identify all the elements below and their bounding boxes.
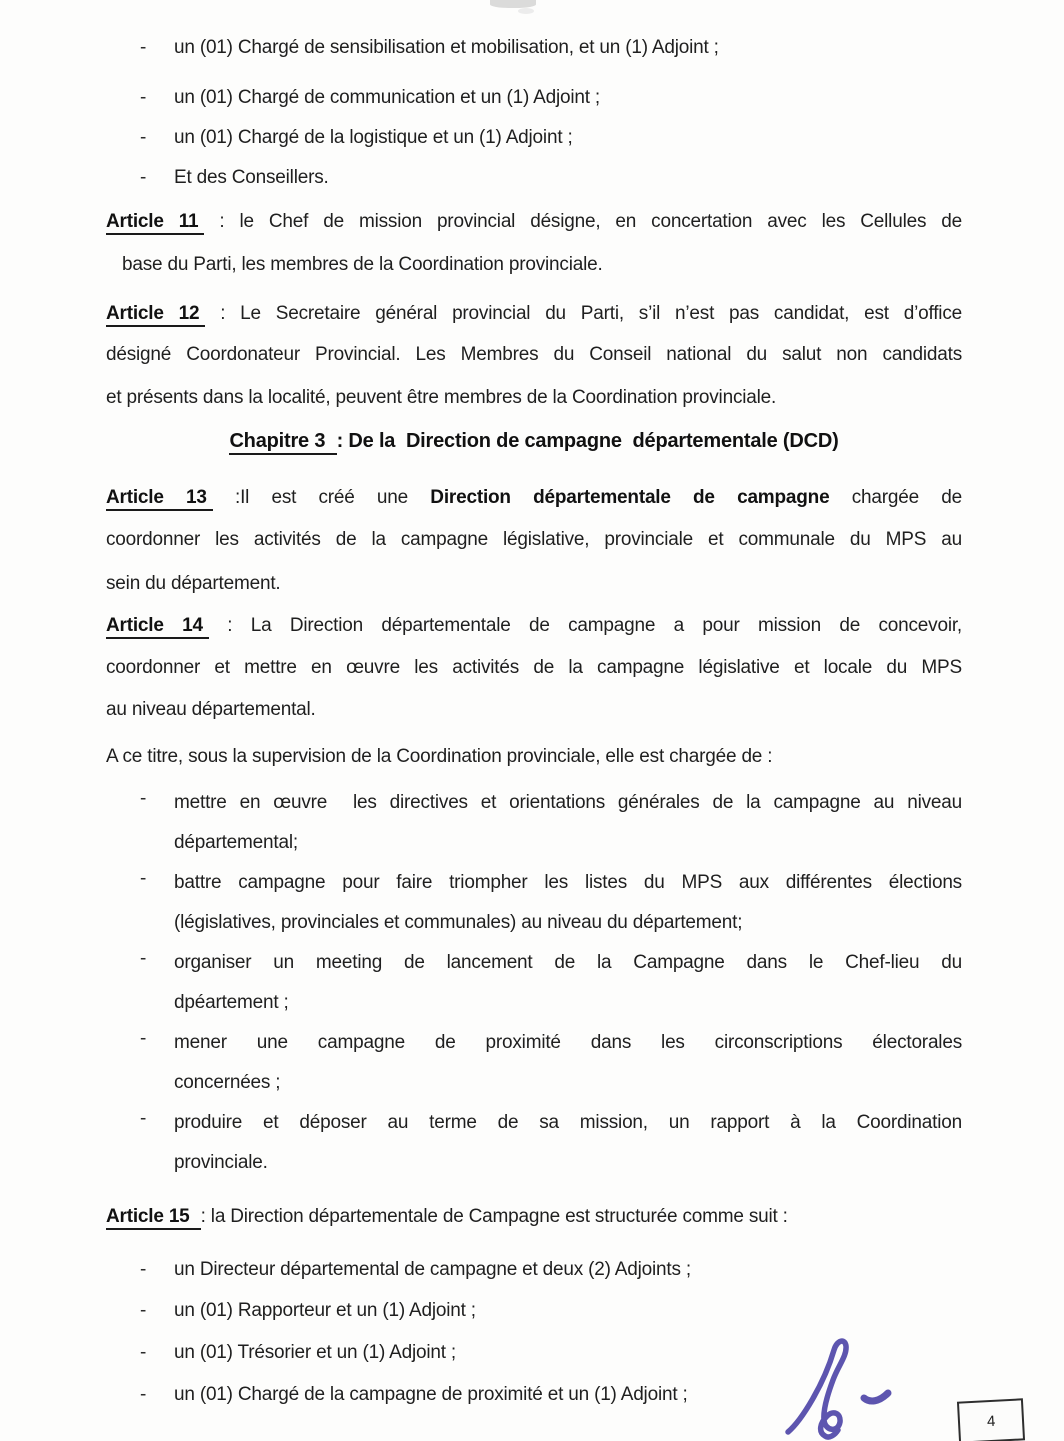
article-13-text: chargée de [829,487,962,508]
bullet-dash: - [140,1028,147,1049]
paragraph-line: au niveau départemental. [106,699,316,720]
list-item [106,1250,962,1290]
paragraph-line [106,605,962,647]
list-item [106,78,962,118]
article-11-text: le Chef de mission provincial désigne, en concertation avec les Cellules de [239,211,962,232]
chapter-3-title: : De la Direction de campagne départementale (DCD) [336,430,839,452]
bullet-text: provinciale. [174,1152,268,1173]
list-item [106,863,962,943]
bullet-dash: - [140,1342,147,1363]
article-11-label: Article 11 [106,211,204,235]
article-11 [106,200,962,286]
bullet-dash: - [140,868,147,889]
bullet-dash: - [140,1259,147,1280]
paragraph-line: coordonner et mettre en œuvre les activités de la campagne législative et locale du MPS [106,657,962,678]
bullet-text: un (01) Chargé de sensibilisation et mobilisation, et un (1) Adjoint ; [174,37,719,58]
list-item [106,28,962,68]
bullet-text: un (01) Rapporteur et un (1) Adjoint ; [174,1300,476,1321]
article-15-label: Article 15 [106,1206,201,1230]
bullet-text: un (01) Chargé de communication et un (1) Adjoint ; [174,87,600,108]
bullet-dash: - [140,788,147,809]
bullet-dash: - [140,1108,147,1129]
bullet-text: mettre en œuvre les directives et orientations générales de la campagne au niveau [174,792,962,813]
list-item [106,118,962,158]
bullet-text: mener une campagne de proximité dans les circonscriptions électorales [174,1032,962,1053]
bullet-text: produire et déposer au terme de sa mission, un rapport à la Coordination [174,1112,962,1133]
article-13-bold-text: Direction départementale de campagne [430,487,830,508]
bullet-text: organiser un meeting de lancement de la Campagne dans le Chef-lieu du [174,952,962,973]
scan-artifact [518,8,534,14]
bullet-text: (législatives, provinciales et communales) au niveau du département; [174,912,743,933]
bullet-dash: - [140,948,147,969]
signature-icon [778,1336,900,1440]
mission-bullet-list [106,783,962,1183]
separator: : [205,303,241,324]
article-14 [106,605,962,730]
list-item [106,1291,962,1331]
paragraph-line: et présents dans la localité, peuvent être membres de la Coordination provinciale. [106,387,777,408]
bullet-text: un (01) Trésorier et un (1) Adjoint ; [174,1342,456,1363]
scan-artifact [490,0,536,8]
page-number: 4 [986,1412,996,1430]
bullet-dash: - [140,167,147,188]
separator: : [204,211,240,232]
bullet-text: un Directeur départemental de campagne et deux (2) Adjoints ; [174,1259,691,1280]
article-14-text: La Direction départementale de campagne a pour mission de concevoir, [250,615,962,636]
bullet-text: dpéartement ; [174,992,289,1013]
bullet-dash: - [140,127,147,148]
bullet-dash: - [140,37,147,58]
bullet-text: Et des Conseillers. [174,167,329,188]
article-12-text: Le Secretaire général provincial du Parti, s’il n’est pas candidat, est d’office [240,303,962,324]
article-13-label: Article 13 [106,487,213,511]
article-14-label: Article 14 [106,615,209,639]
bullet-text: départemental; [174,832,298,853]
paragraph-line: coordonner les activités de la campagne législative, provinciale et communale du MPS au [106,529,962,550]
paragraph-line: base du Parti, les membres de la Coordination provinciale. [122,254,603,275]
article-15-text: : la Direction départementale de Campagne est structurée comme suit : [200,1206,788,1227]
intro-bullet-list [106,28,962,198]
bullet-dash: - [140,87,147,108]
paragraph-line: désigné Coordonateur Provincial. Les Membres du Conseil national du salut non candidats [106,344,962,365]
list-item [106,943,962,1023]
bullet-dash: - [140,1300,147,1321]
article-14-intro-line: A ce titre, sous la supervision de la Coordination provinciale, elle est chargée de : [106,746,773,767]
bullet-text: battre campagne pour faire triompher les listes du MPS aux différentes élections [174,872,962,893]
bullet-text: un (01) Chargé de la logistique et un (1) Adjoint ; [174,127,573,148]
bullet-dash: - [140,1384,147,1405]
separator: : [208,615,251,636]
signature-ink [778,1336,900,1440]
bullet-text: concernées ; [174,1072,281,1093]
bullet-text: un (01) Chargé de la campagne de proximité et un (1) Adjoint ; [174,1384,688,1405]
paragraph-line [106,477,962,519]
list-item [106,1023,962,1103]
article-12-label: Article 12 [106,303,205,327]
article-15 [106,1195,962,1238]
paragraph-line: sein du département. [106,573,281,594]
page-number-box [957,1398,1025,1441]
article-12 [106,293,962,420]
list-item [106,783,962,863]
article-13 [106,477,962,606]
paragraph-line [106,293,962,334]
list-item [106,1103,962,1183]
chapter-3-heading [106,430,962,453]
paragraph-line [106,200,962,243]
article-13-text: :Il est créé une [212,487,431,508]
list-item [106,158,962,198]
chapter-3-label: Chapitre 3 [229,430,336,455]
